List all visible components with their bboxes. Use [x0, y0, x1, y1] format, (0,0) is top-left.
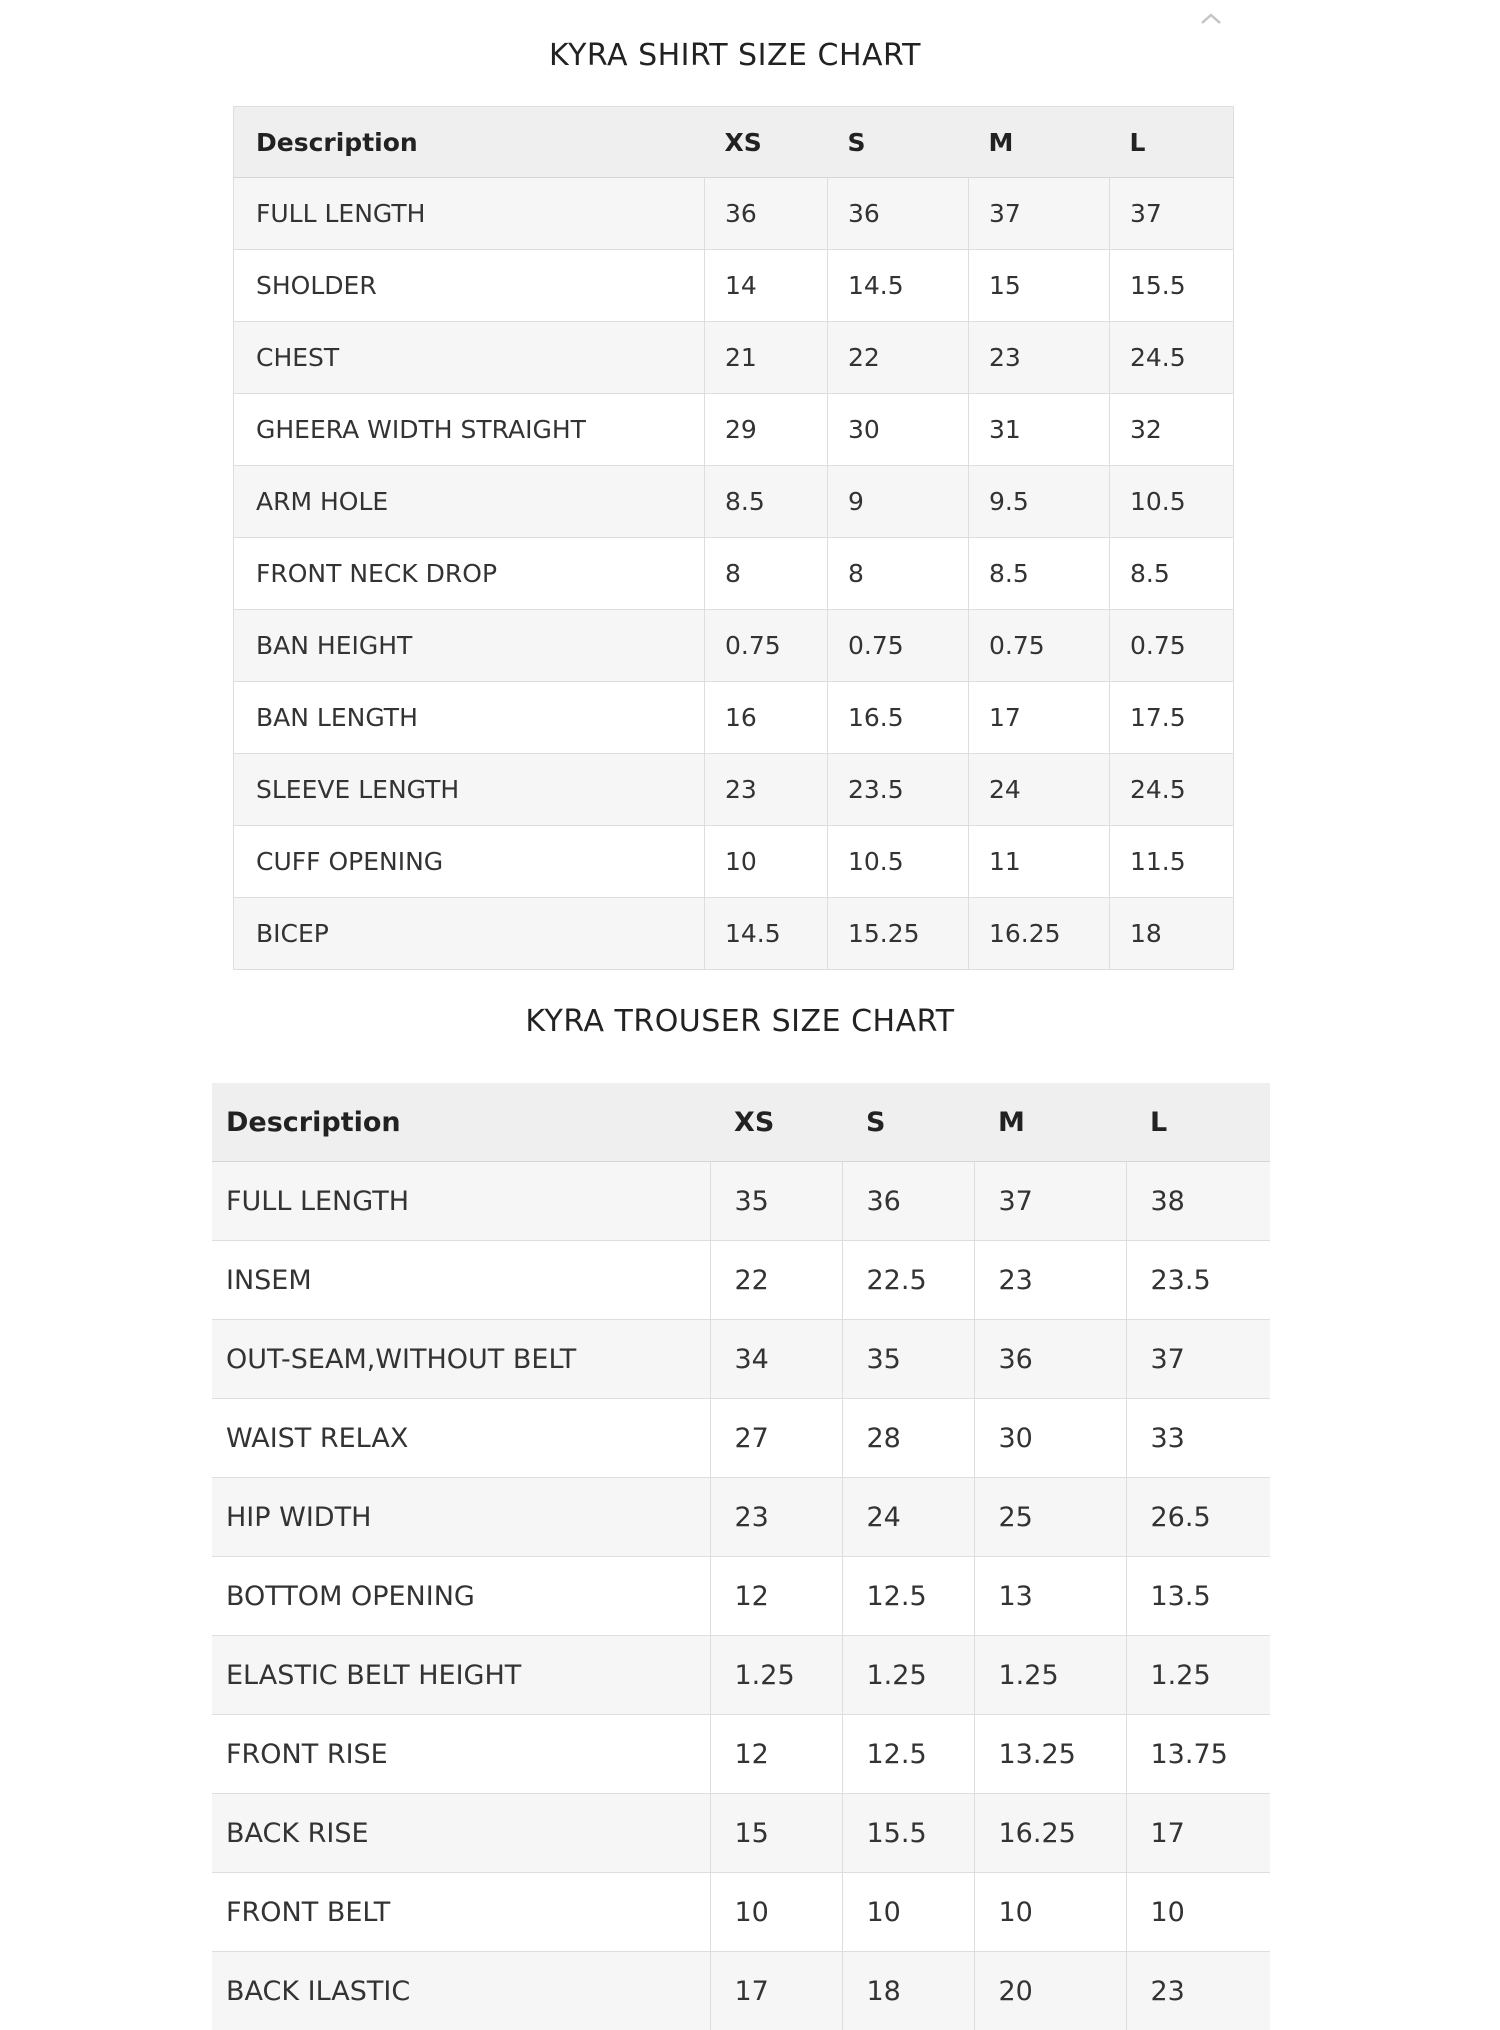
cell-size-xs: 12 [710, 1557, 842, 1636]
cell-size-xs: 14 [705, 250, 828, 322]
cell-description: FULL LENGTH [234, 178, 705, 250]
cell-size-l: 23 [1126, 1952, 1270, 2030]
table-header-row [234, 107, 1234, 178]
cell-description: CHEST [234, 322, 705, 394]
table-row [212, 1320, 1270, 1399]
cell-size-m: 15 [969, 250, 1110, 322]
cell-size-s: 15.25 [828, 898, 969, 970]
cell-size-m: 13.25 [974, 1715, 1126, 1794]
cell-size-l: 17.5 [1110, 682, 1234, 754]
table-row [234, 394, 1234, 466]
cell-description: ELASTIC BELT HEIGHT [212, 1636, 710, 1715]
cell-size-xs: 0.75 [705, 610, 828, 682]
cell-size-m: 36 [974, 1320, 1126, 1399]
cell-description: SLEEVE LENGTH [234, 754, 705, 826]
cell-size-xs: 15 [710, 1794, 842, 1873]
cell-description: FRONT RISE [212, 1715, 710, 1794]
cell-size-l: 18 [1110, 898, 1234, 970]
table-row [212, 1794, 1270, 1873]
header-size-l: L [1126, 1083, 1270, 1162]
cell-size-s: 22.5 [842, 1241, 974, 1320]
cell-description: OUT-SEAM,WITHOUT BELT [212, 1320, 710, 1399]
cell-description: INSEM [212, 1241, 710, 1320]
header-size-s: S [842, 1083, 974, 1162]
table-row [212, 1162, 1270, 1241]
cell-description: FULL LENGTH [212, 1162, 710, 1241]
cell-size-l: 13.5 [1126, 1557, 1270, 1636]
cell-size-s: 1.25 [842, 1636, 974, 1715]
cell-size-l: 13.75 [1126, 1715, 1270, 1794]
cell-description: BICEP [234, 898, 705, 970]
header-size-xs: XS [705, 107, 828, 178]
chevron-up-icon[interactable] [1198, 6, 1224, 32]
table-row [212, 1399, 1270, 1478]
header-size-l: L [1110, 107, 1234, 178]
table-row [234, 322, 1234, 394]
cell-size-m: 17 [969, 682, 1110, 754]
cell-size-s: 15.5 [842, 1794, 974, 1873]
cell-description: GHEERA WIDTH STRAIGHT [234, 394, 705, 466]
table-header-row [212, 1083, 1270, 1162]
cell-size-xs: 8 [705, 538, 828, 610]
cell-size-xs: 35 [710, 1162, 842, 1241]
cell-size-s: 18 [842, 1952, 974, 2030]
header-size-xs: XS [710, 1083, 842, 1162]
cell-size-xs: 21 [705, 322, 828, 394]
cell-size-xs: 14.5 [705, 898, 828, 970]
cell-size-l: 8.5 [1110, 538, 1234, 610]
cell-size-s: 30 [828, 394, 969, 466]
cell-size-l: 11.5 [1110, 826, 1234, 898]
cell-size-m: 23 [969, 322, 1110, 394]
cell-size-s: 36 [828, 178, 969, 250]
cell-size-xs: 36 [705, 178, 828, 250]
table-row [234, 250, 1234, 322]
cell-size-m: 37 [974, 1162, 1126, 1241]
table-row [234, 898, 1234, 970]
cell-size-s: 16.5 [828, 682, 969, 754]
cell-size-m: 24 [969, 754, 1110, 826]
cell-size-l: 15.5 [1110, 250, 1234, 322]
header-size-m: M [974, 1083, 1126, 1162]
cell-description: ARM HOLE [234, 466, 705, 538]
cell-size-l: 38 [1126, 1162, 1270, 1241]
cell-size-xs: 17 [710, 1952, 842, 2030]
cell-size-s: 36 [842, 1162, 974, 1241]
table-row [234, 754, 1234, 826]
header-size-s: S [828, 107, 969, 178]
cell-size-m: 23 [974, 1241, 1126, 1320]
cell-size-m: 37 [969, 178, 1110, 250]
cell-size-xs: 23 [710, 1478, 842, 1557]
cell-size-l: 10 [1126, 1873, 1270, 1952]
cell-size-xs: 16 [705, 682, 828, 754]
cell-size-xs: 12 [710, 1715, 842, 1794]
cell-size-m: 11 [969, 826, 1110, 898]
cell-size-s: 10.5 [828, 826, 969, 898]
cell-size-l: 33 [1126, 1399, 1270, 1478]
cell-size-l: 32 [1110, 394, 1234, 466]
cell-size-l: 0.75 [1110, 610, 1234, 682]
header-description: Description [234, 107, 705, 178]
cell-size-l: 10.5 [1110, 466, 1234, 538]
cell-description: BACK ILASTIC [212, 1952, 710, 2030]
table-row [234, 178, 1234, 250]
cell-size-xs: 22 [710, 1241, 842, 1320]
cell-size-s: 0.75 [828, 610, 969, 682]
trouser-size-chart-title: KYRA TROUSER SIZE CHART [0, 1004, 1480, 1039]
cell-size-xs: 29 [705, 394, 828, 466]
header-size-m: M [969, 107, 1110, 178]
cell-size-m: 13 [974, 1557, 1126, 1636]
cell-description: FRONT NECK DROP [234, 538, 705, 610]
cell-size-s: 14.5 [828, 250, 969, 322]
cell-size-m: 16.25 [974, 1794, 1126, 1873]
cell-description: BOTTOM OPENING [212, 1557, 710, 1636]
cell-size-s: 12.5 [842, 1557, 974, 1636]
cell-size-xs: 27 [710, 1399, 842, 1478]
table-row [212, 1636, 1270, 1715]
cell-size-m: 16.25 [969, 898, 1110, 970]
cell-size-m: 31 [969, 394, 1110, 466]
cell-size-m: 0.75 [969, 610, 1110, 682]
cell-size-m: 25 [974, 1478, 1126, 1557]
cell-size-s: 9 [828, 466, 969, 538]
cell-size-xs: 34 [710, 1320, 842, 1399]
cell-size-s: 8 [828, 538, 969, 610]
header-description: Description [212, 1083, 710, 1162]
table-row [234, 682, 1234, 754]
table-row [212, 1873, 1270, 1952]
cell-description: HIP WIDTH [212, 1478, 710, 1557]
cell-size-s: 35 [842, 1320, 974, 1399]
cell-size-xs: 10 [705, 826, 828, 898]
shirt-size-table [233, 106, 1234, 970]
cell-size-xs: 1.25 [710, 1636, 842, 1715]
cell-size-m: 20 [974, 1952, 1126, 2030]
cell-description: CUFF OPENING [234, 826, 705, 898]
table-row [234, 610, 1234, 682]
cell-size-l: 37 [1110, 178, 1234, 250]
cell-size-s: 23.5 [828, 754, 969, 826]
cell-size-s: 24 [842, 1478, 974, 1557]
cell-size-l: 24.5 [1110, 322, 1234, 394]
cell-size-m: 8.5 [969, 538, 1110, 610]
cell-size-s: 28 [842, 1399, 974, 1478]
cell-size-m: 9.5 [969, 466, 1110, 538]
cell-size-m: 1.25 [974, 1636, 1126, 1715]
cell-size-xs: 8.5 [705, 466, 828, 538]
cell-size-m: 10 [974, 1873, 1126, 1952]
table-row [212, 1715, 1270, 1794]
cell-size-l: 24.5 [1110, 754, 1234, 826]
trouser-size-table [212, 1083, 1270, 2030]
cell-description: WAIST RELAX [212, 1399, 710, 1478]
table-row [212, 1241, 1270, 1320]
cell-size-l: 26.5 [1126, 1478, 1270, 1557]
cell-size-l: 37 [1126, 1320, 1270, 1399]
cell-size-l: 23.5 [1126, 1241, 1270, 1320]
cell-size-l: 1.25 [1126, 1636, 1270, 1715]
cell-size-l: 17 [1126, 1794, 1270, 1873]
cell-size-s: 10 [842, 1873, 974, 1952]
cell-description: BAN LENGTH [234, 682, 705, 754]
cell-size-xs: 23 [705, 754, 828, 826]
cell-description: BAN HEIGHT [234, 610, 705, 682]
shirt-size-chart-title: KYRA SHIRT SIZE CHART [0, 38, 1470, 73]
table-row [234, 466, 1234, 538]
table-row [234, 538, 1234, 610]
table-row [212, 1478, 1270, 1557]
cell-description: FRONT BELT [212, 1873, 710, 1952]
table-row [212, 1557, 1270, 1636]
cell-size-s: 12.5 [842, 1715, 974, 1794]
cell-size-xs: 10 [710, 1873, 842, 1952]
cell-size-m: 30 [974, 1399, 1126, 1478]
table-row [212, 1952, 1270, 2030]
cell-description: BACK RISE [212, 1794, 710, 1873]
cell-description: SHOLDER [234, 250, 705, 322]
table-row [234, 826, 1234, 898]
cell-size-s: 22 [828, 322, 969, 394]
